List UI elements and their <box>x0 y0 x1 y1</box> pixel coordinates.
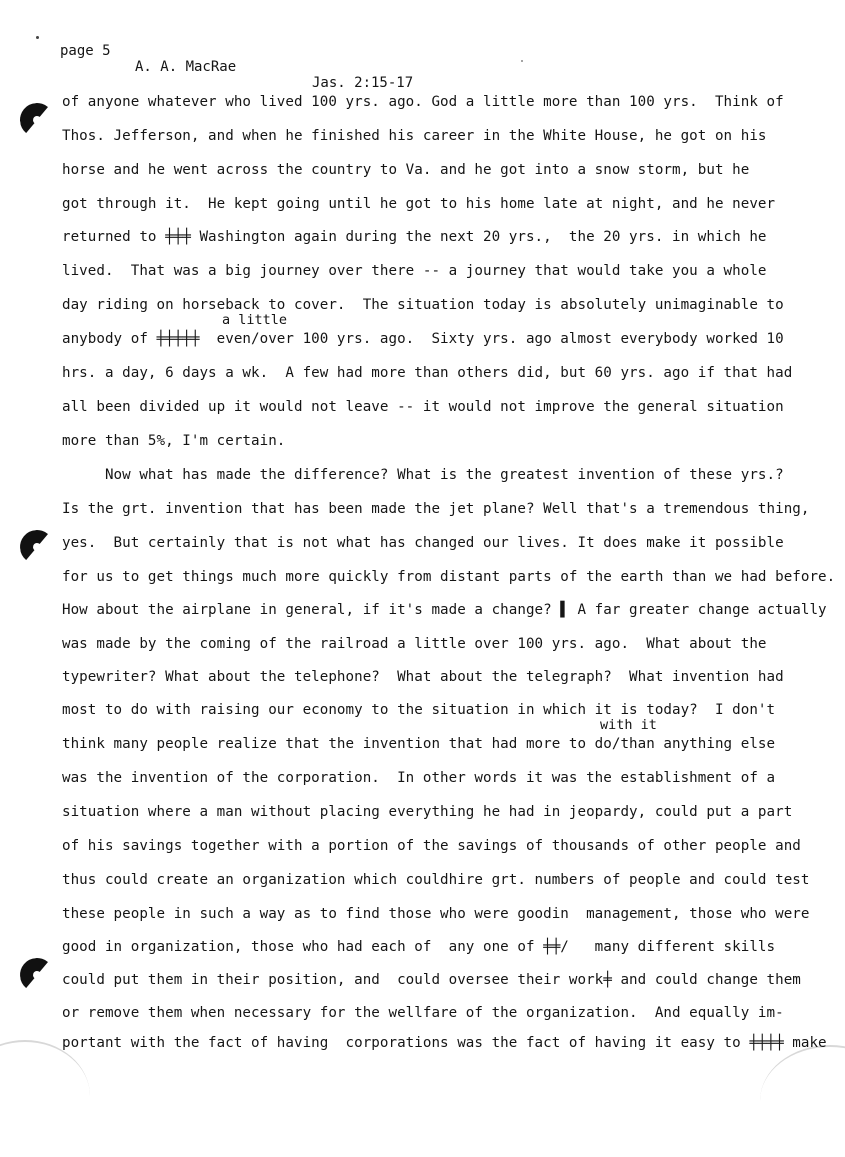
text-line: yes. But certainly that is not what has changed our lives. It does make it possible <box>62 535 784 551</box>
text-line: was the invention of the corporation. In other words it was the establishment of a <box>62 770 776 786</box>
text-line: day riding on horseback to cover. The situation today is absolutely unimaginable to <box>62 297 784 313</box>
text-line: situation where a man without placing everything he had in jeopardy, could put a part <box>62 804 793 820</box>
text-line: all been divided up it would not leave -- it would not improve the general situation <box>62 399 784 415</box>
text-line: could put them in their position, and could oversee their work╪ and could change them <box>62 972 801 988</box>
text-line: typewriter? What about the telephone? What about the telegraph? What invention had <box>62 669 784 685</box>
punch-hole-middle <box>19 529 56 566</box>
text-line: these people in such a way as to find those who were goodin management, those who were <box>62 906 810 922</box>
text-line: good in organization, those who had each of any one of ╪╪/ many different skills <box>62 939 776 955</box>
author-name: A. A. MacRae <box>135 59 237 75</box>
text-line: most to do with raising our economy to the situation in which it is today? I don't <box>62 702 776 718</box>
text-line: for us to get things much more quickly from distant parts of the earth than we had before. <box>62 569 836 585</box>
text-line: How about the airplane in general, if it's made a change? ▌ A far greater change actually <box>62 602 827 618</box>
interlinear-insert-a-little: a little <box>222 312 288 328</box>
text-line: lived. That was a big journey over there -- a journey that would take you a whole <box>62 263 767 279</box>
text-line: was made by the coming of the railroad a little over 100 yrs. ago. What about the <box>62 636 767 652</box>
text-line: or remove them when necessary for the wellfare of the organization. And equally im- <box>62 1005 784 1021</box>
text-line: portant with the fact of having corporations was the fact of having it easy to ╪╪╪╪ make <box>62 1035 827 1051</box>
margin-mark <box>36 36 39 39</box>
text-line: thus could create an organization which couldhire grt. numbers of people and could test <box>62 872 810 888</box>
scripture-reference: Jas. 2:15-17 <box>312 75 414 91</box>
text-line: of his savings together with a portion of the savings of thousands of other people and <box>62 838 801 854</box>
text-line: Is the grt. invention that has been made the jet plane? Well that's a tremendous thing, <box>62 501 810 517</box>
page-corner-curl-right <box>760 1045 845 1157</box>
ink-speck <box>521 60 523 62</box>
text-line: hrs. a day, 6 days a wk. A few had more than others did, but 60 yrs. ago if that had <box>62 365 793 381</box>
text-line: got through it. He kept going until he got to his home late at night, and he never <box>62 196 776 212</box>
text-line: horse and he went across the country to Va. and he got into a snow storm, but he <box>62 162 750 178</box>
punch-hole-top <box>19 102 56 139</box>
text-line: Now what has made the difference? What is the greatest invention of these yrs.? <box>62 467 784 483</box>
text-line: more than 5%, I'm certain. <box>62 433 286 449</box>
page-number: page 5 <box>60 43 111 59</box>
interlinear-insert-with-it: with it <box>600 717 657 733</box>
text-line: Thos. Jefferson, and when he finished his career in the White House, he got on his <box>62 128 767 144</box>
page-corner-curl <box>0 1040 90 1152</box>
text-line: returned to ╪╪╪ Washington again during the next 20 yrs., the 20 yrs. in which he <box>62 229 767 245</box>
text-line: of anyone whatever who lived 100 yrs. ago. God a little more than 100 yrs. Think of <box>62 94 784 110</box>
text-line: think many people realize that the invention that had more to do/than anything else <box>62 736 776 752</box>
text-line: anybody of ╪╪╪╪╪ even/over 100 yrs. ago. Sixty yrs. ago almost everybody worked 10 <box>62 331 784 347</box>
punch-hole-bottom <box>19 957 56 994</box>
